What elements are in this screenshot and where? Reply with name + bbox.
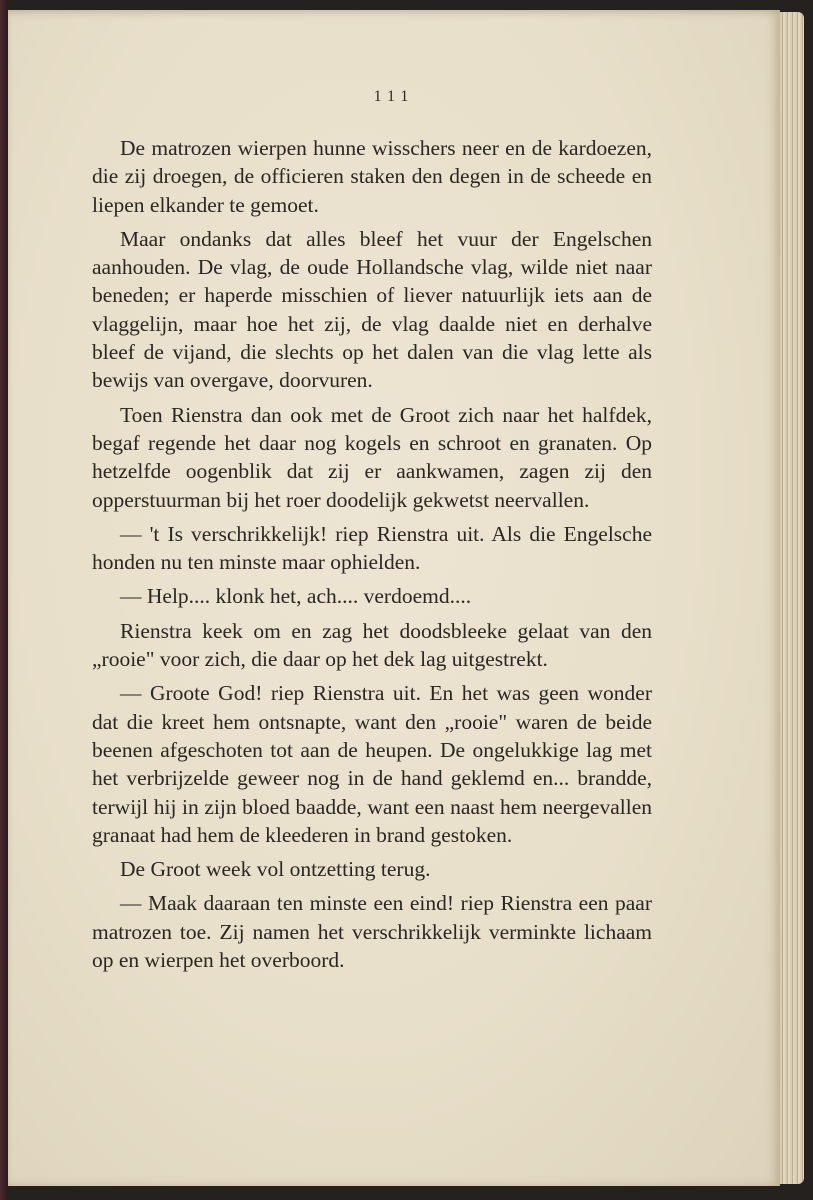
paragraph: — Maak daaraan ten minste een eind! riep Rienstra een paar matrozen toe. Zij namen het verschrikkelijk verminkte lichaam op en wierpen het overboord. [92,891,652,973]
paragraph: Maar ondanks dat alles bleef het vuur der Engelschen aanhouden. De vlag, de oude Hollandsche vlag, wilde niet naar beneden; er haperde misschien of liever natuurlijk iets aan de vlaggelijn, maar hoe het zij, de vlag daalde niet en derhalve bleef de vijand, die slechts op het dalen van die vlag lette als bewijs van overgave, doorvuren. [92,226,652,393]
paragraph: Rienstra keek om en zag het doodsbleeke gelaat van den „rooie" voor zich, die daar op het dek lag uitgestrekt. [92,618,652,672]
paragraph: Toen Rienstra dan ook met de Groot zich naar het halfdek, begaf regende het daar nog kogels en schroot en granaten. Op hetzelfde oogenblik dat zij er aankwamen, zagen zij den opperstuurman bij het roer doodelijk gekwetst neervallen. [92,402,652,512]
paragraph: — 't Is verschrikkelijk! riep Rienstra uit. Als die Engelsche honden nu ten minste maar ophielden. [92,521,652,575]
paragraph: De matrozen wierpen hunne wisschers neer en de kardoezen, die zij droegen, de officieren staken den degen in de scheede en liepen elkander te gemoet. [92,136,652,217]
book-page [8,10,780,1186]
paragraph: — Help.... klonk het, ach.... verdoemd.... [120,584,472,609]
page-number: 111 [373,88,415,105]
binding-edge [0,0,8,1200]
body-text [92,134,652,974]
paragraph: — Groote God! riep Rienstra uit. En het was geen wonder dat die kreet hem ontsnapte, want den „rooie" waren de beide beenen afgeschoten tot aan de heupen. De ongelukkige lag met het verbrijzelde geweer nog in de hand geklemd en... brandde, terwijl hij in zijn bloed baadde, want een naast hem neergevallen granaat had hem de kleederen in brand gestoken. [92,681,652,847]
paragraph: De Groot week vol ontzetting terug. [120,857,431,882]
